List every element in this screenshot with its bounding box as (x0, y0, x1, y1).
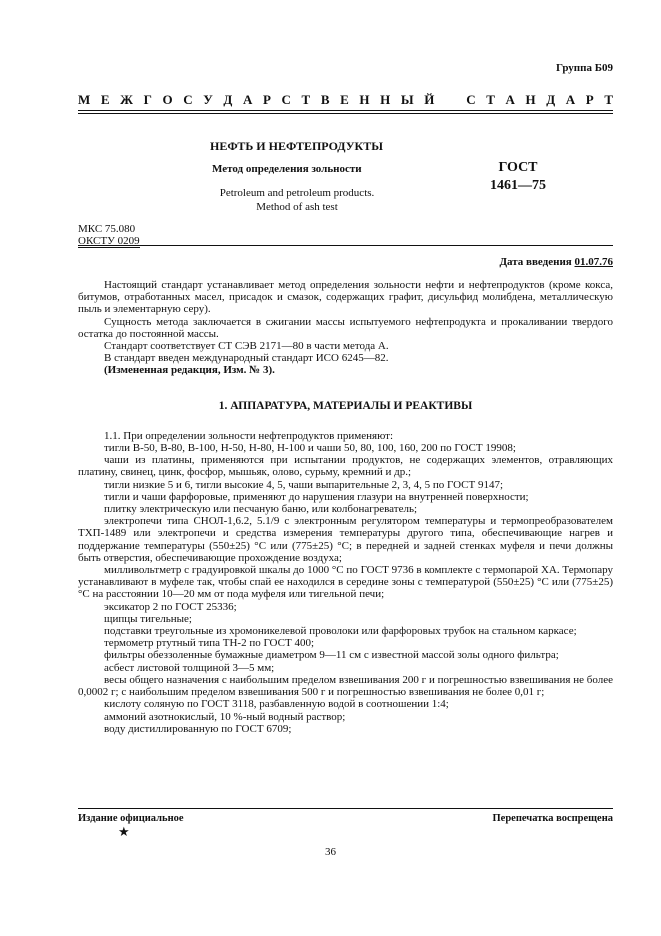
banner-letter: Д (546, 92, 556, 107)
gost-number: 1461—75 (490, 178, 546, 193)
banner-letter: У (203, 92, 213, 107)
banner-letter: Н (359, 92, 370, 107)
list-item: тигли низкие 5 и 6, тигли высокие 4, 5, чаши выпарительные 2, 3, 4, 5 по ГОСТ 9147; (104, 478, 504, 491)
mks-code: МКС 75.080 (78, 223, 136, 235)
list-item: электропечи типа СНОЛ-1,6.2, 5.1/9 с электронным регулятором температуры и термопреобразователем ТХП-1489 или электропечи и средства измерения температуры другого типа, обеспечивающие нагрев и поддержание температуры (550±25) °С или (775±25) °С; в передней и задней стенках муфеля и печи должны быть отверстия, обеспечивающие прохождение воздуха; (78, 515, 613, 564)
english-title-line-2: Method of ash test (256, 201, 338, 213)
document-body (78, 279, 613, 735)
banner-letter: Ж (120, 92, 134, 107)
banner-letter: Т (301, 92, 311, 107)
banner-letter: Н (525, 92, 536, 107)
intro-paragraph: Сущность метода заключается в сжигании массы испытуемого нефтепродукта и прокаливании твердого остатка до постоянной массы. (78, 315, 613, 340)
banner-letter: С (183, 92, 193, 107)
standard-banner (78, 92, 613, 108)
list-item: тигли В-50, В-80, В-100, Н-50, Н-80, Н-100 и чаши 50, 80, 100, 160, 200 по ГОСТ 19908; (104, 442, 516, 455)
banner-letter: Е (100, 92, 110, 107)
banner-letter: С (281, 92, 291, 107)
document-subtitle: Метод определения зольности (212, 163, 362, 175)
intro-paragraph: Настоящий стандарт устанавливает метод определения зольности нефти и нефтепродуктов (кроме кокса, битумов, отработанных масел, присадок и смазок, содержащих графит, дисульфид молибдена, металлическую пыль и элементарную серу). (78, 279, 613, 316)
banner-letter: А (242, 92, 253, 107)
banner-letter: Г (143, 92, 152, 107)
reprint-prohibited-label: Перепечатка воспрещена (492, 813, 613, 824)
list-item: эксикатор 2 по ГОСТ 25336; (104, 600, 237, 613)
banner-letter: Е (340, 92, 349, 107)
list-item: кислоту соляную по ГОСТ 3118, разбавленную водой в соотношении 1:4; (104, 698, 449, 711)
banner-letter: Р (262, 92, 271, 107)
list-item: 1.1. При определении зольности нефтепродуктов применяют: (104, 429, 394, 442)
list-item: воду дистиллированную по ГОСТ 6709; (104, 722, 292, 735)
intro-date-value: 01.07.76 (574, 256, 613, 268)
banner-letter: А (565, 92, 576, 107)
banner-letter: Д (223, 92, 233, 107)
banner-letter: А (505, 92, 515, 107)
official-edition-label: Издание официальное (78, 813, 184, 824)
list-item: асбест листовой толщиной 3—5 мм; (104, 661, 275, 674)
document-title: НЕФТЬ И НЕФТЕПРОДУКТЫ (210, 139, 383, 153)
okstu-code: ОКСТУ 0209 (78, 235, 140, 247)
banner-letter: Т (604, 92, 613, 107)
banner-letter: С (466, 92, 476, 107)
list-item: подставки треугольные из хромоникелевой проволоки или фарфоровых трубок на стальном каркасе; (104, 625, 577, 638)
intro-date (499, 256, 613, 268)
group-code: Группа Б09 (556, 62, 613, 74)
gost-label: ГОСТ (498, 160, 538, 175)
banner-letter: Р (585, 92, 594, 107)
banner-letter: Н (380, 92, 391, 107)
list-item: чаши из платины, применяются при испытании продуктов, не содержащих элементов, отравляющих платину, свинец, цинк, фосфор, мышьяк, олово, сурьму, кремний и др.; (78, 454, 613, 479)
english-title-line-1: Petroleum and petroleum products. (219, 187, 375, 199)
list-item: тигли и чаши фарфоровые, применяют до нарушения глазури на внутренней поверхности; (104, 490, 529, 503)
list-item: фильтры обеззоленные бумажные диаметром 9—11 см с известной массой золы одного фильтра; (104, 649, 559, 662)
star-icon: ★ (118, 824, 130, 839)
intro-paragraph: Стандарт соответствует СТ СЭВ 2171—80 в части метода А. (104, 340, 389, 353)
footer-divider (78, 808, 613, 809)
banner-letter: М (78, 92, 91, 107)
banner-rule-top (78, 110, 613, 111)
list-item: милливольтметр с градуировкой шкалы до 1000 °С по ГОСТ 9736 в комплекте с термопарой ХА. Термопару устанавливают в муфеле так, чтобы спай ее находился в середине зоны с температурой (550±25) °С или (775±25) °С на расстоянии 10—20 мм от пода муфеля или тигельной печи; (78, 564, 613, 601)
english-title (212, 186, 382, 214)
banner-letter: Ы (400, 92, 414, 107)
gost-designation (490, 159, 546, 195)
banner-letter: О (162, 92, 173, 107)
intro-paragraph: В стандарт введен международный стандарт ИСО 6245—82. (104, 352, 389, 365)
list-item: плитку электрическую или песчаную баню, или колбонагреватель; (104, 503, 418, 516)
list-item: весы общего назначения с наибольшим пределом взвешивания 200 г и погрешностью взвешивания не более 0,0002 г; с наибольшим пределом взвешивания 500 г и погрешностью взвешивания не более 0,01 г; (78, 673, 613, 699)
list-item: щипцы тигельные; (104, 612, 192, 625)
banner-letter: Т (486, 92, 495, 107)
banner-rule-bottom (78, 113, 613, 114)
intro-edit-note: (Измененная редакция, Изм. № 3). (104, 364, 275, 377)
header-divider (78, 245, 613, 246)
section-title: 1. АППАРАТУРА, МАТЕРИАЛЫ И РЕАКТИВЫ (218, 399, 473, 412)
list-item: аммоний азотнокислый, 10 %-ный водный раствор; (104, 710, 346, 723)
banner-letter: Й (424, 92, 435, 107)
banner-letter: В (320, 92, 330, 107)
page-number: 36 (325, 846, 336, 858)
list-item: термометр ртутный типа ТН-2 по ГОСТ 400; (104, 637, 314, 650)
intro-date-label: Дата введения (499, 256, 572, 268)
